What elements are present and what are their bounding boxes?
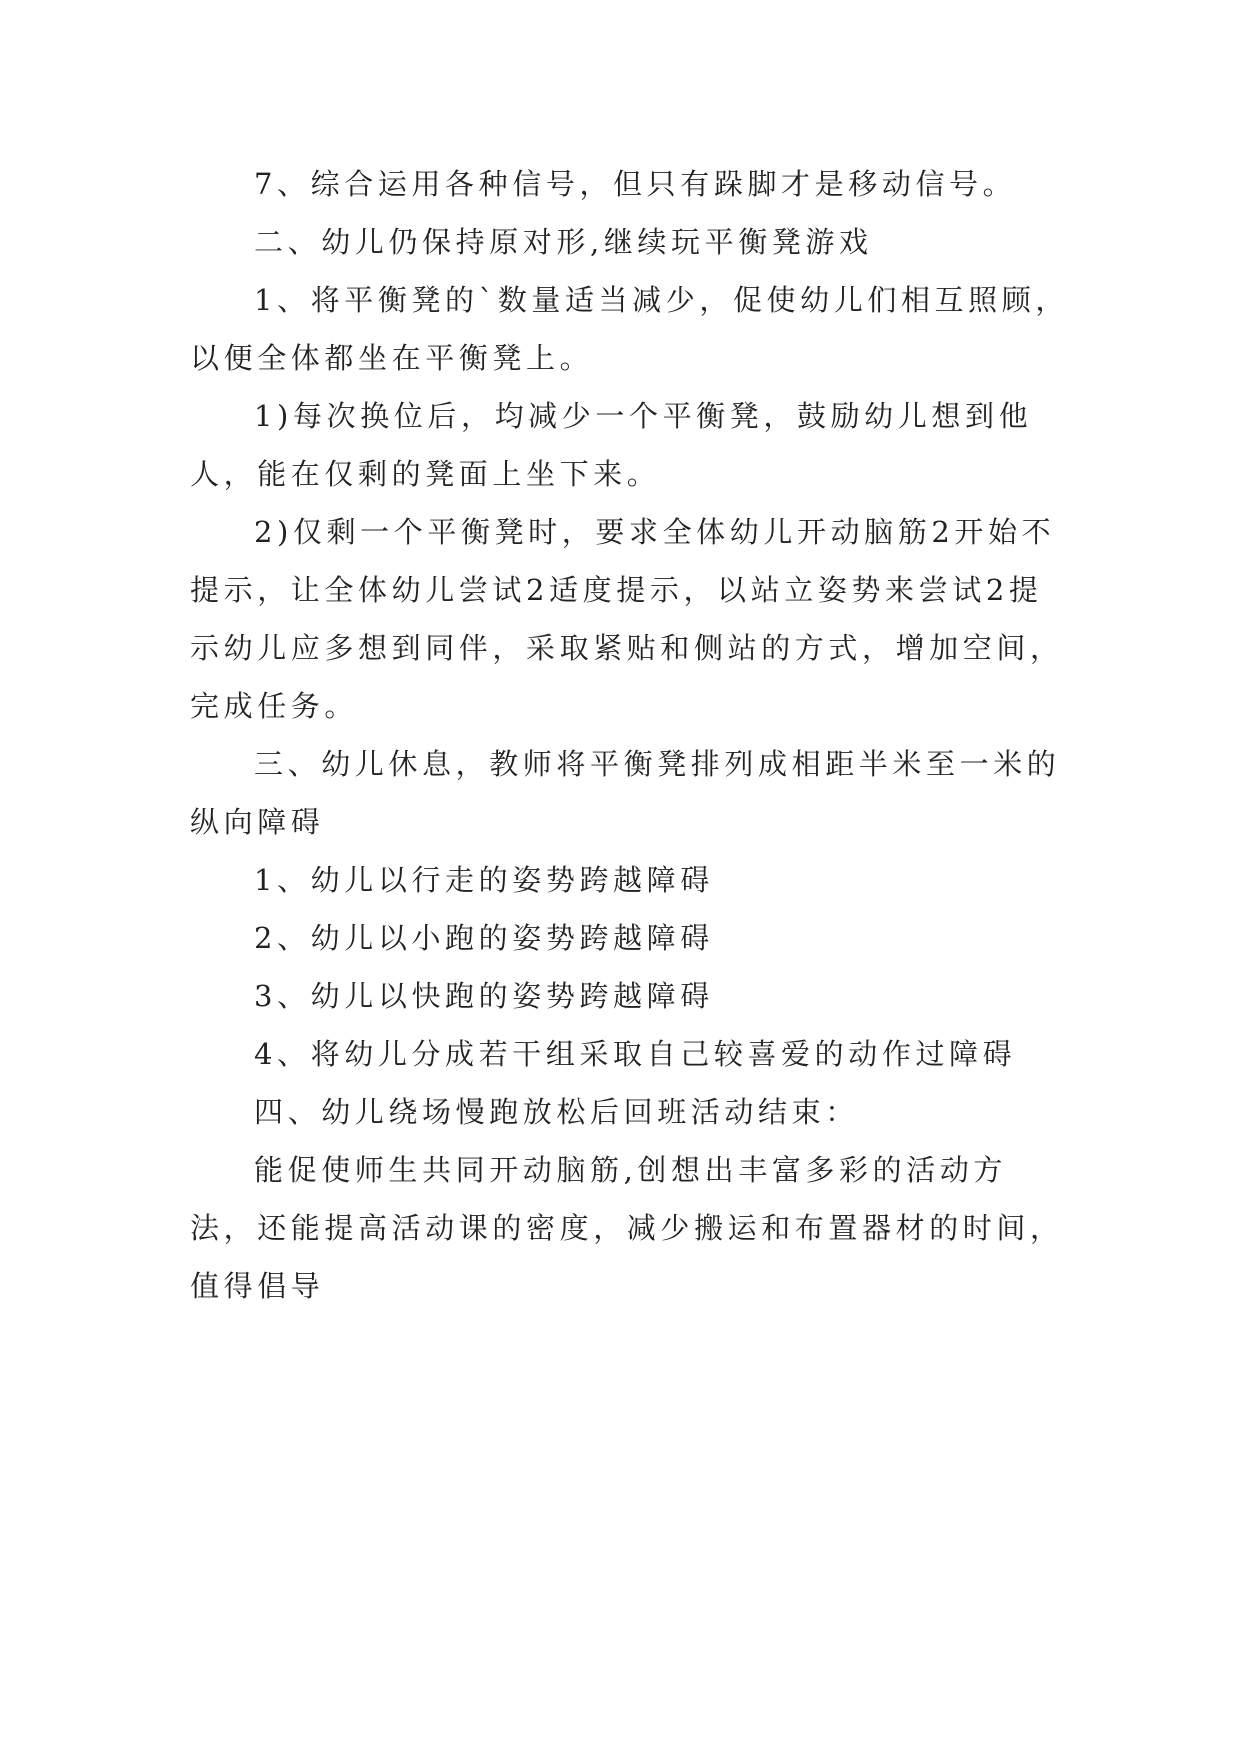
paragraph-section-2-sub-1: 1)每次换位后，均减少一个平衡凳，鼓励幼儿想到他人，能在仅剩的凳面上坐下来。	[190, 399, 1033, 491]
paragraph-step-7: 7、综合运用各种信号，但只有跺脚才是移动信号。	[254, 167, 1017, 201]
paragraph-section-2-item-1: 1、将平衡凳的`数量适当减少，促使幼儿们相互照顾，以便全体都坐在平衡凳上。	[190, 283, 1069, 375]
paragraph-section-3-item-4: 4、将幼儿分成若干组采取自己较喜爱的动作过障碍	[254, 1037, 1017, 1071]
paragraph-section-3-item-1: 1、幼儿以行走的姿势跨越障碍	[254, 863, 714, 897]
paragraph-conclusion: 能促使师生共同开动脑筋,创想出丰富多彩的活动方法，还能提高活动课的密度，减少搬运和布置器材的时间，值得倡导	[190, 1153, 1064, 1303]
paragraph-section-3-item-2: 2、幼儿以小跑的姿势跨越障碍	[254, 921, 714, 955]
paragraph-section-2-heading: 二、幼儿仍保持原对形,继续玩平衡凳游戏	[254, 225, 873, 259]
document-body	[190, 155, 1070, 1315]
paragraph-section-3-item-3: 3、幼儿以快跑的姿势跨越障碍	[254, 979, 714, 1013]
paragraph-section-2-sub-2: 2)仅剩一个平衡凳时，要求全体幼儿开动脑筋2开始不提示，让全体幼儿尝试2适度提示，以站立姿势来尝试2提示幼儿应多想到同伴，采取紧贴和侧站的方式，增加空间，完成任务。	[190, 515, 1064, 723]
paragraph-section-4-heading: 四、幼儿绕场慢跑放松后回班活动结束：	[254, 1095, 859, 1129]
paragraph-section-3-heading: 三、幼儿休息，教师将平衡凳排列成相距半米至一米的纵向障碍	[190, 747, 1061, 839]
